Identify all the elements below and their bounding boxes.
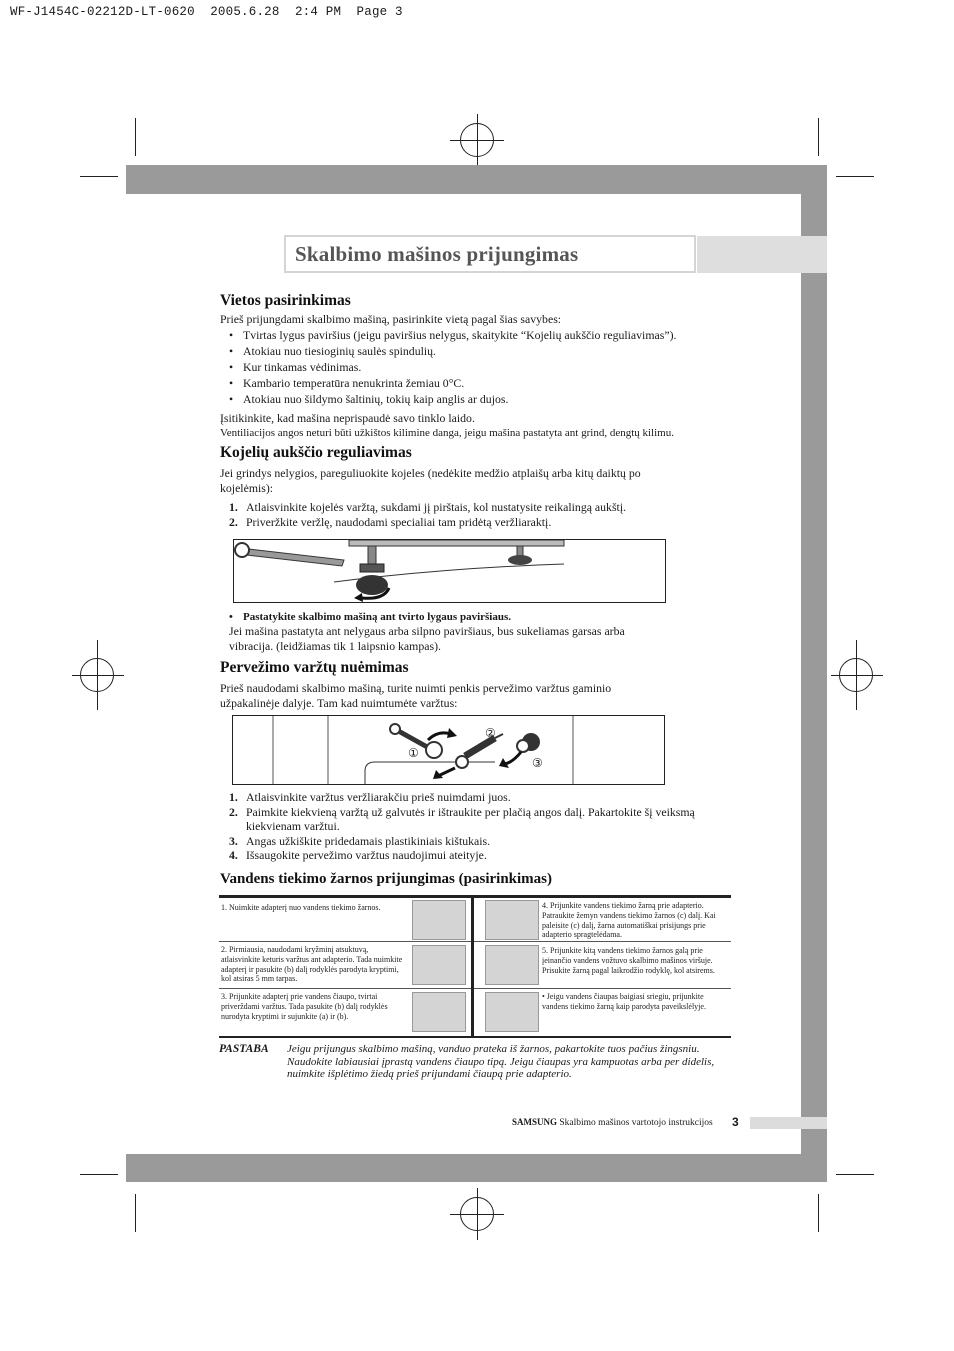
threaded-tap-icon (485, 992, 539, 1032)
heading-bolts: Pervežimo varžtų nuėmimas (220, 659, 409, 676)
legs-steps (220, 500, 700, 529)
hose-step-threaded: • Jeigu vandens čiaupas baigiasi sriegiu, prijunkite vandens tiekimo žarną kaip parodyta paveikslėlyje. (542, 992, 706, 1011)
figure-label-3: ③ (532, 756, 543, 770)
heading-location: Vietos pasirinkimas (220, 292, 351, 309)
page-title-box (284, 235, 696, 273)
title-fill-bar (697, 236, 827, 273)
hose-step-4: 4. Prijunkite vandens tiekimo žarną prie adapterio. Patraukite žemyn vandens tiekimo žarnos (c) dalį. Kai paleisite (c) dalį, žarna automatiškai prisijungs prie adapterio spragtelėdama. (542, 901, 716, 940)
list-item: 1. Atlaisvinkite varžtus veržliarakčiu prieš nuimdami juos. (229, 790, 511, 804)
tap-adapter-icon (412, 992, 466, 1032)
legs-bold-bullet (229, 609, 511, 625)
location-intro: Prieš prijungdami skalbimo mašiną, pasirinkite vietą pagal šias savybes: (220, 312, 562, 326)
screwdriver-adapter-icon (412, 945, 466, 985)
bolts-illustration (232, 715, 665, 785)
note-label: PASTABA (219, 1043, 269, 1055)
list-item: 2. Priveržkite veržlę, naudodami specialiai tam pridėtą veržliaraktį. (229, 514, 552, 529)
hose-connect-icon (485, 900, 539, 940)
bolt-removal-icon (233, 716, 664, 784)
legs-illustration (233, 539, 666, 603)
valve-connect-icon (485, 945, 539, 985)
adapter-icon (412, 900, 466, 940)
legs-intro: Jei grindys nelygios, pareguliuokite kojeles (nedėkite medžio atplaišų arba kitų daiktų po kojelėmis): (220, 466, 641, 495)
footer-brand: SAMSUNG (512, 1117, 558, 1127)
page-footer (512, 1115, 739, 1129)
legs-after: Jei mašina pastatyta ant nelygaus arba silpno paviršiaus, bus sukeliamas garsas arba vibracija. (leidžiamas tik 1 laipsnio kampas). (229, 624, 625, 653)
bolts-intro: Prieš naudodami skalbimo mašiną, turite nuimti penkis pervežimo varžtus gaminio užpakalinėje dalyje. Tam kad nuimtumėte varžtus: (220, 681, 612, 710)
list-item: 4. Išsaugokite pervežimo varžtus naudojimui ateityje. (229, 848, 487, 862)
hose-step-5: 5. Prijunkite kitą vandens tiekimo žarnos galą prie įeinančio vandens vožtuvo skalbimo mašinos viršuje. Prisukite žarną pagal laikrodžio rodyklę, kol atsirems. (542, 946, 715, 975)
hose-step-3: 3. Prijunkite adapterį prie vandens čiaupo, tvirtai priverždami varžtus. Tada pasukite (b) dalį rodyklės nurodyta kryptimi ir sujunkite (a) ir (b). (221, 992, 388, 1021)
heading-hose: Vandens tiekimo žarnos prijungimas (pasirinkimas) (220, 871, 552, 887)
page-title: Skalbimo mašinos prijungimas (295, 242, 579, 266)
bolts-steps (220, 790, 700, 863)
note-text: Jeigu prijungus skalbimo mašiną, vanduo prateka iš žarnos, pakartokite tuos pačius žingsniu. Naudokite labiausiai įprastą vandens čiaupo tipą. Jeigu čiaupas yra kampuotas arba per didelis, nuimkite išplėtimo žiedą prieš prijundami čiaupą prie adapterio. (287, 1043, 715, 1081)
list-item: • Pastatykite skalbimo mašiną ant tvirto lygaus paviršiaus. (229, 609, 511, 625)
list-item: 2. Paimkite kiekvieną varžtą už galvutės ir ištraukite per plačią angos dalį. Pakartokite šį veiksmą kiekvienam varžtui. (229, 804, 695, 833)
hose-step-1: 1. Nuimkite adapterį nuo vandens tiekimo žarnos. (221, 903, 381, 912)
location-note-2: Ventiliacijos angos neturi būti užkištos kilimine danga, jeigu mašina pastatyta ant grind, dengtų kilimu. (220, 427, 674, 439)
footer-bar (750, 1117, 827, 1129)
wrench-leg-icon (234, 540, 665, 602)
print-header: WF-J1454C-02212D-LT-0620 2005.6.28 2:4 PM Page 3 (10, 5, 403, 19)
list-item: • Tvirtas lygus paviršius (jeigu paviršius nelygus, skaitykite “Kojelių aukščio reguliavimas”). (229, 327, 676, 343)
list-item: • Kur tinkamas vėdinimas. (229, 359, 676, 375)
footer-text: Skalbimo mašinos vartotojo instrukcijos (559, 1118, 713, 1128)
list-item: • Atokiau nuo tiesioginių saulės spindulių. (229, 343, 676, 359)
hose-step-2: 2. Pirmiausia, naudodami kryžminį atsuktuvą, atlaisvinkite keturis varžtus ant adapterio. Tada nuimkite adapterį ir pasukite (b) dalį rodyklės parodyta kryptimi, kol atsiras 5 mm tarpas. (221, 945, 403, 984)
list-item: • Kambario temperatūra nenukrinta žemiau 0°C. (229, 375, 676, 391)
list-item: 1. Atlaisvinkite kojelės varžtą, sukdami jį pirštais, kol nustatysite reikalingą aukštį. (229, 500, 627, 514)
page-number: 3 (732, 1115, 739, 1129)
figure-label-1: ① (408, 746, 419, 760)
location-note-1: Įsitikinkite, kad mašina neprispaudė savo tinklo laido. (220, 411, 475, 425)
list-item: • Atokiau nuo šildymo šaltinių, tokių kaip anglis ar dujos. (229, 391, 676, 407)
heading-legs: Kojelių aukščio reguliavimas (220, 444, 412, 461)
location-bullets (229, 327, 676, 407)
figure-label-2: ② (485, 726, 496, 740)
list-item: 3. Angas užkiškite pridedamais plastikiniais kištukais. (229, 833, 491, 848)
